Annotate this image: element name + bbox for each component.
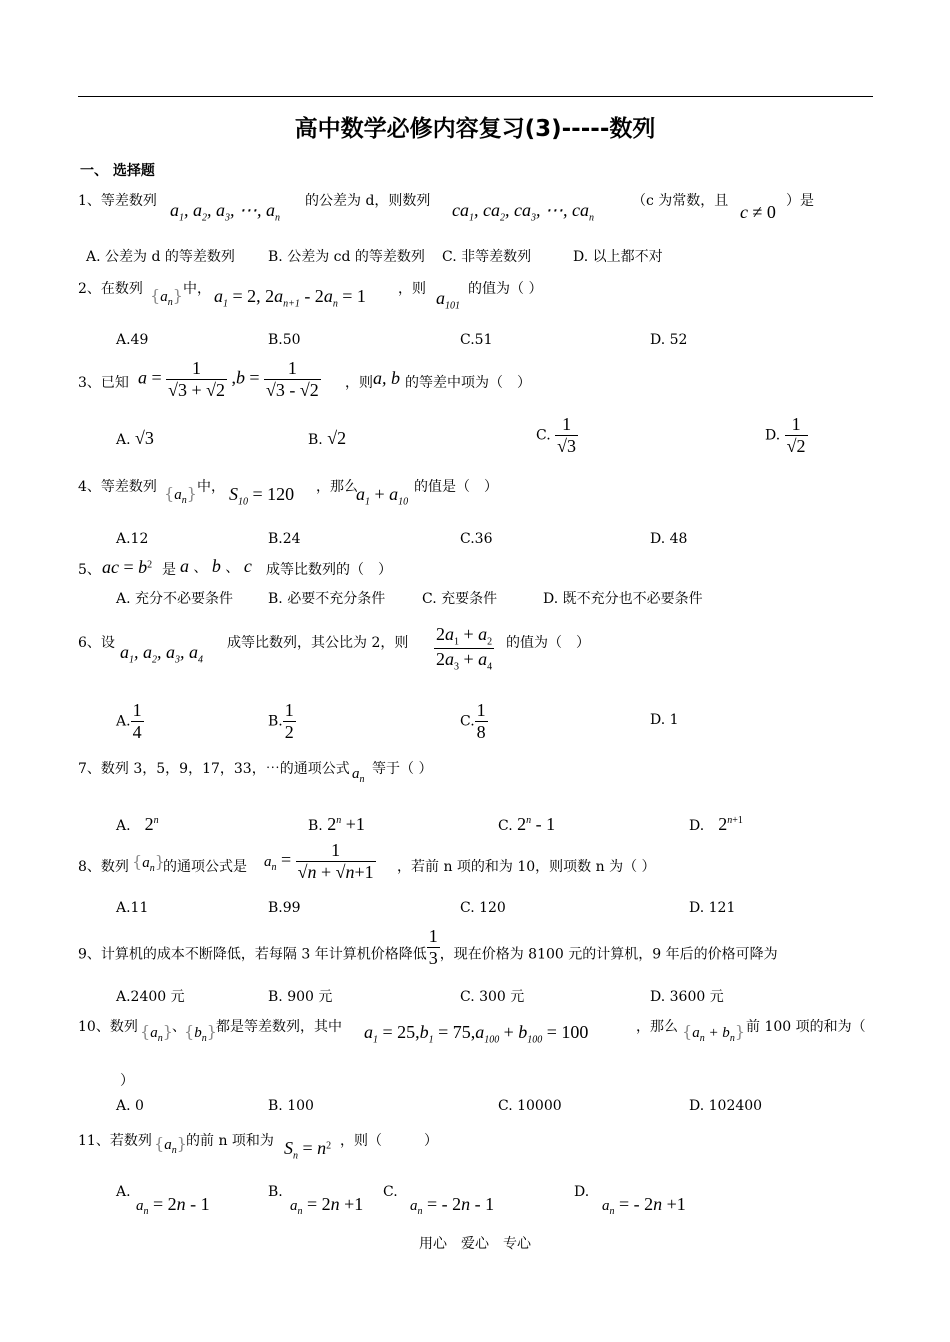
question-8: 8、数列 [78,859,129,875]
question-7: 7、数列 3，5，9，17，33，⋯的通项公式 [78,761,350,777]
q7-an: $a_n$ [352,766,365,785]
q4-text-b: 中， [197,479,225,495]
q4-option-a[interactable]: A.12 [116,531,149,547]
q1-c-nonzero: c ≠ 0 [740,202,776,222]
q2-text-d: 的值为（ ） [468,281,543,297]
q11-option-c[interactable]: C. [383,1184,398,1200]
q11-option-d-formula: $a_n$ = - 2n +1 [602,1194,686,1217]
q6-option-b[interactable]: B. $\frac{1}{2}$ [268,700,294,742]
q10-text-c: 都是等差数列，其中 [216,1019,342,1035]
q11-seq: $\{a_n\}$ [154,1134,187,1156]
q9-option-a[interactable]: A.2400 元 [116,989,185,1005]
q7-option-d[interactable]: D. $2^{n+1}$ [689,814,743,834]
q2-option-d[interactable]: D. 52 [650,332,688,348]
q1-option-b[interactable]: B. 公差为 cd 的等差数列 [268,249,425,265]
q3-option-d[interactable]: D. $\frac{1}{√2}$ [765,414,806,456]
q2-text-b: 中， [183,281,211,297]
q1-sequence-c: $ca_1$, $ca_2$, $ca_3$, ⋯, $ca_n$ [452,200,594,224]
q6-sequence: $a_1$, $a_2$, $a_3$, $a_4$ [120,642,203,666]
q10-option-d[interactable]: D. 102400 [689,1098,763,1114]
q9-option-d[interactable]: D. 3600 元 [650,989,724,1005]
question-2: 2、在数列 [78,281,143,297]
q6-option-a[interactable]: A. $\frac{1}{4}$ [116,700,142,742]
question-1 [78,190,157,210]
q5-text-c: 成等比数列的（ ） [266,562,392,578]
q8-option-b[interactable]: B.99 [268,900,301,916]
q4-sum: $S_{10} = 120$ [229,484,295,508]
q5-option-a[interactable]: A. 充分不必要条件 [116,591,234,607]
q9-stem-b: ，现在价格为 8100 元的计算机，9 年后的价格可降为 [439,946,778,963]
section-heading: 一、 选择题 [80,163,155,179]
question-3: 3、已知 [78,375,129,391]
q8-formula: $a_n$ = $\frac{1}{√n + √n+1}$ [264,840,374,882]
q4-target: $a_1 + a_{10}$ [356,484,409,508]
q2-text-c: ，则 [398,281,426,297]
q10-seq-b: $\{b_n\}$ [184,1022,217,1044]
q1-text-b: 的公差为 d，则数列 [305,193,431,209]
q7-option-c[interactable]: C. 2$^n$ - 1 [498,814,556,834]
q1-stem: 1、等差数列 [78,193,157,209]
q1-text-c: （c 为常数，且 [632,193,729,209]
q11-option-b-formula: $a_n = 2n +1$ [290,1194,364,1217]
q8-option-a[interactable]: A.11 [116,900,149,916]
q7-option-a[interactable]: A. 2$^n$ [116,814,159,834]
question-11: 11、若数列 [78,1133,152,1149]
question-9: 9、计算机的成本不断降低，若每隔 3 年计算机价格降低 $\frac{1}{3}$ ，现在价格为 8100 元的计算机，9 年后的价格可降为 [78,926,778,968]
q1-option-d[interactable]: D. 以上都不对 [573,249,663,265]
q10-text-f: ） [120,1073,134,1089]
header-rule [78,96,873,97]
q4-option-d[interactable]: D. 48 [650,531,688,547]
q10-option-c[interactable]: C. 10000 [498,1098,562,1114]
q8-seq: $\{a_n\}$ [132,852,165,874]
q3-definitions: a = $\frac{1}{√3 + √2}$ ,b = $\frac{1}{√3 - √2}$ [138,358,319,400]
q2-condition: $a_1 = 2$, $2a_{n+1} - 2a_n = 1$ [214,286,366,310]
question-5: 5、 [78,562,101,578]
q5-condition: ac = $b^2$ [102,557,153,577]
q3-text-c: 的等差中项为（ ） [405,375,531,391]
q2-option-b[interactable]: B.50 [268,332,301,348]
q4-text-c: ，那么 [316,479,358,495]
question-10: 10、数列 [78,1019,138,1035]
q11-option-b[interactable]: B. [268,1184,283,1200]
q7-text-b: 等于（ ） [372,761,433,777]
q10-condition: $a_1 = 25,b_1 = 75,a_{100} + b_{100} = 100$ [364,1022,589,1046]
q4-text-d: 的值是（ ） [414,479,498,495]
q9-stem: 9、计算机的成本不断降低，若每隔 3 年计算机价格降低 [78,946,427,963]
q2-target: $a_{101}$ [436,288,460,312]
q6-option-d[interactable]: D. 1 [650,712,679,728]
q4-seq: $\{a_n\}$ [164,484,197,506]
q10-text-e: 前 100 项的和为（ [746,1019,866,1035]
question-6: 6、设 [78,635,115,651]
q5-option-b[interactable]: B. 必要不充分条件 [268,591,386,607]
q9-option-b[interactable]: B. 900 元 [268,989,333,1005]
q5-option-c[interactable]: C. 充要条件 [422,591,498,607]
q1-option-c[interactable]: C. 非等差数列 [442,249,532,265]
q2-seq: $\{a_n\}$ [150,286,183,308]
q5-text-b: 是 [162,562,176,578]
page-footer: 用心 爱心 专心 [419,1236,531,1252]
q6-text-b: 成等比数列，其公比为 2，则 [227,635,409,651]
q1-sequence: $a_1$, $a_2$, $a_3$, ⋯, $a_n$ [170,200,280,224]
q2-option-c[interactable]: C.51 [460,332,493,348]
q10-text-d: ，那么 [636,1019,678,1035]
q8-option-d[interactable]: D. 121 [689,900,736,916]
q11-option-a-formula: $a_n = 2n - 1$ [136,1194,210,1217]
q8-text-c: ，若前 n 项的和为 10，则项数 n 为（ ） [397,859,656,875]
q3-option-c[interactable]: C. $\frac{1}{√3}$ [536,414,577,456]
q3-option-a[interactable]: A. √3 [116,428,154,448]
q10-text-b: 、 [172,1019,186,1035]
q4-option-b[interactable]: B.24 [268,531,301,547]
q10-seq-a: $\{a_n\}$ [140,1022,173,1044]
q2-option-a[interactable]: A.49 [116,332,149,348]
q3-text-b: ，则 [345,375,373,391]
q5-option-d[interactable]: D. 既不充分也不必要条件 [543,591,703,607]
q1-option-a[interactable]: A. 公差为 d 的等差数列 [86,249,235,265]
q11-option-d[interactable]: D. [574,1184,590,1200]
q6-option-c[interactable]: C. $\frac{1}{8}$ [460,700,486,742]
q10-sum-seq: $\{a_n + b_n\}$ [682,1022,745,1044]
page-title: 高中数学必修内容复习(3)-----数列 [294,116,656,142]
q8-option-c[interactable]: C. 120 [460,900,506,916]
q6-text-c: 的值为（ ） [506,635,590,651]
q11-text-b: 的前 n 项和为 [186,1133,274,1149]
q3-option-b[interactable]: B. √2 [308,428,347,448]
q3-ab: a, b [373,368,400,388]
q4-option-c[interactable]: C.36 [460,531,493,547]
q1-text-d: ）是 [786,193,814,209]
q10-option-a[interactable]: A. 0 [116,1098,144,1114]
question-4: 4、等差数列 [78,479,157,495]
q5-abc: a 、 b 、 c [180,556,252,576]
q6-expression: $\frac{2a_1 + a_2}{2a_3 + a_4}$ [436,624,493,673]
q9-option-c[interactable]: C. 300 元 [460,989,525,1005]
q11-sum: $S_n = n^2$ [284,1138,332,1162]
q11-text-c: ，则（ ） [340,1133,438,1149]
q10-option-b[interactable]: B. 100 [268,1098,314,1114]
q11-option-a[interactable]: A. [116,1184,131,1200]
q11-option-c-formula: $a_n$ = - 2n - 1 [410,1194,495,1217]
q7-option-b[interactable]: B. $2^n +1$ [308,814,365,834]
q8-text-b: 的通项公式是 [163,859,247,875]
